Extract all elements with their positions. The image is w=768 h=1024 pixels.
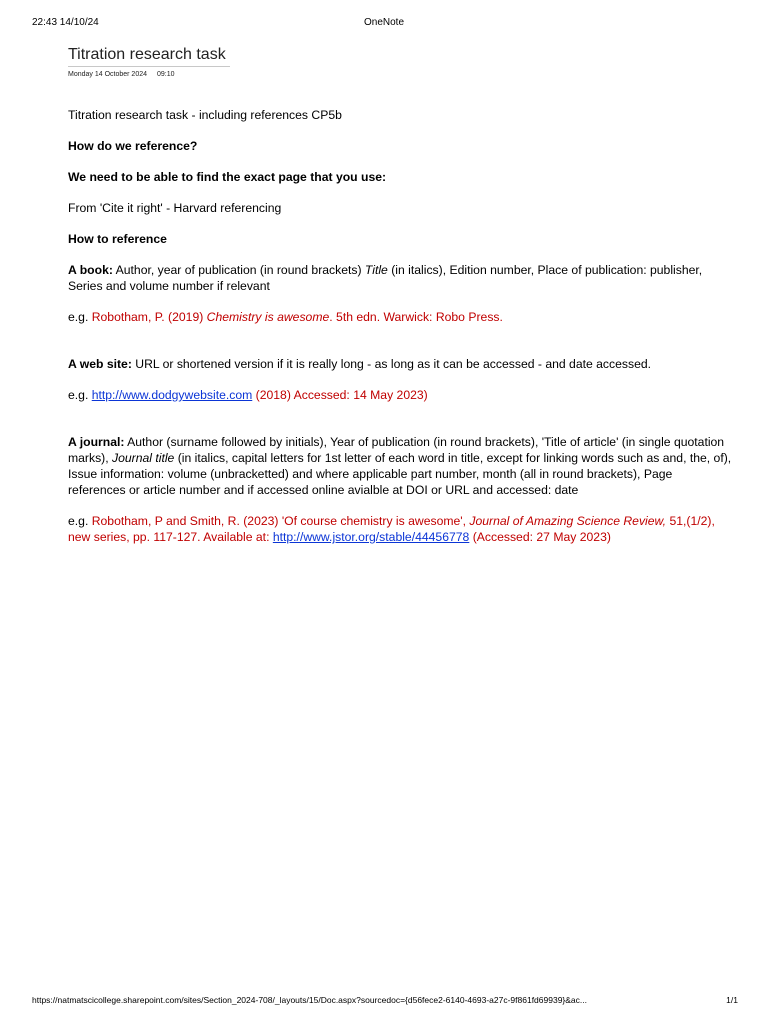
cite-it-right-line: From 'Cite it right' - Harvard referencing	[68, 201, 282, 215]
website-label: A web site:	[68, 357, 132, 371]
journal-example-accessed: (Accessed: 27 May 2023)	[469, 530, 611, 544]
book-label: A book:	[68, 263, 113, 277]
journal-label: A journal:	[68, 435, 125, 449]
heading-how-to-reference	[68, 231, 732, 247]
website-rule	[68, 356, 732, 372]
eg-label: e.g.	[68, 310, 92, 324]
book-rule	[68, 262, 732, 294]
print-app-name: OneNote	[363, 17, 405, 28]
journal-text: Author (surname followed by initials), Year of publication (in round brackets), 'Title of article' (in single quotation marks),	[68, 435, 725, 465]
book-example	[68, 309, 732, 325]
bold-text: How to reference	[68, 232, 167, 246]
print-datetime: 22:43 14/10/24	[32, 17, 99, 28]
book-example-title: Chemistry is awesome	[206, 310, 330, 324]
journal-example-issue: 51,(1/2), new series, pp. 117-127. Available at:	[68, 514, 715, 544]
journal-title-word: Journal title	[112, 451, 175, 465]
journal-example-link[interactable]: http://www.jstor.org/stable/44456778	[272, 530, 470, 544]
page-date-text: Monday 14 October 2024	[68, 71, 147, 78]
book-title-word: Title	[364, 263, 388, 277]
journal-text-rest: (in italics, capital letters for 1st letter of each word in title, except for linking words such as and, the, of), Issue information: volume (unbracketted) and where applicable part number, month (all in round brackets), Page references or article number and if accessed online avialble at DOI or URL and accessed: date	[68, 451, 732, 497]
bold-text: How do we reference?	[68, 139, 198, 153]
book-example-author: Robotham, P. (2019)	[91, 310, 207, 324]
website-example	[68, 387, 732, 403]
website-text: URL or shortened version if it is really long - as long as it can be accessed - and date accessed.	[131, 357, 652, 371]
page-title[interactable]: Titration research task	[68, 46, 230, 67]
print-header	[0, 17, 768, 31]
intro-line: Titration research task - including references CP5b	[68, 108, 342, 122]
print-footer-url: https://natmatscicollege.sharepoint.com/sites/Section_2024-708/_layouts/15/Doc.aspx?sourcedoc={d56fece2-6140-4693-a27c-9f861fd69939}&ac...	[32, 995, 587, 1005]
print-page-number: 1/1	[726, 995, 738, 1005]
heading-need-find-page	[68, 169, 732, 185]
website-example-rest: (2018) Accessed: 14 May 2023)	[252, 388, 428, 402]
print-footer	[0, 995, 768, 1009]
heading-how-do-we-reference	[68, 138, 732, 154]
eg-label: e.g.	[68, 388, 92, 402]
page-time-text: 09:10	[157, 71, 175, 78]
journal-rule	[68, 434, 732, 498]
eg-label: e.g.	[68, 514, 92, 528]
book-example-rest: . 5th edn. Warwick: Robo Press.	[329, 310, 503, 324]
journal-example-authors: Robotham, P and Smith, R. (2023) 'Of course chemistry is awesome',	[91, 514, 470, 528]
page-date	[68, 71, 175, 78]
bold-text: We need to be able to find the exact page that you use:	[68, 170, 387, 184]
book-text-rest: (in italics), Edition number, Place of publication: publisher, Series and volume number if relevant	[68, 263, 703, 293]
book-text: Author, year of publication (in round brackets)	[112, 263, 365, 277]
website-example-link[interactable]: http://www.dodgywebsite.com	[91, 388, 253, 402]
journal-example-journal: Journal of Amazing Science Review,	[469, 514, 667, 528]
page-content[interactable]	[68, 107, 732, 545]
journal-example	[68, 513, 732, 545]
